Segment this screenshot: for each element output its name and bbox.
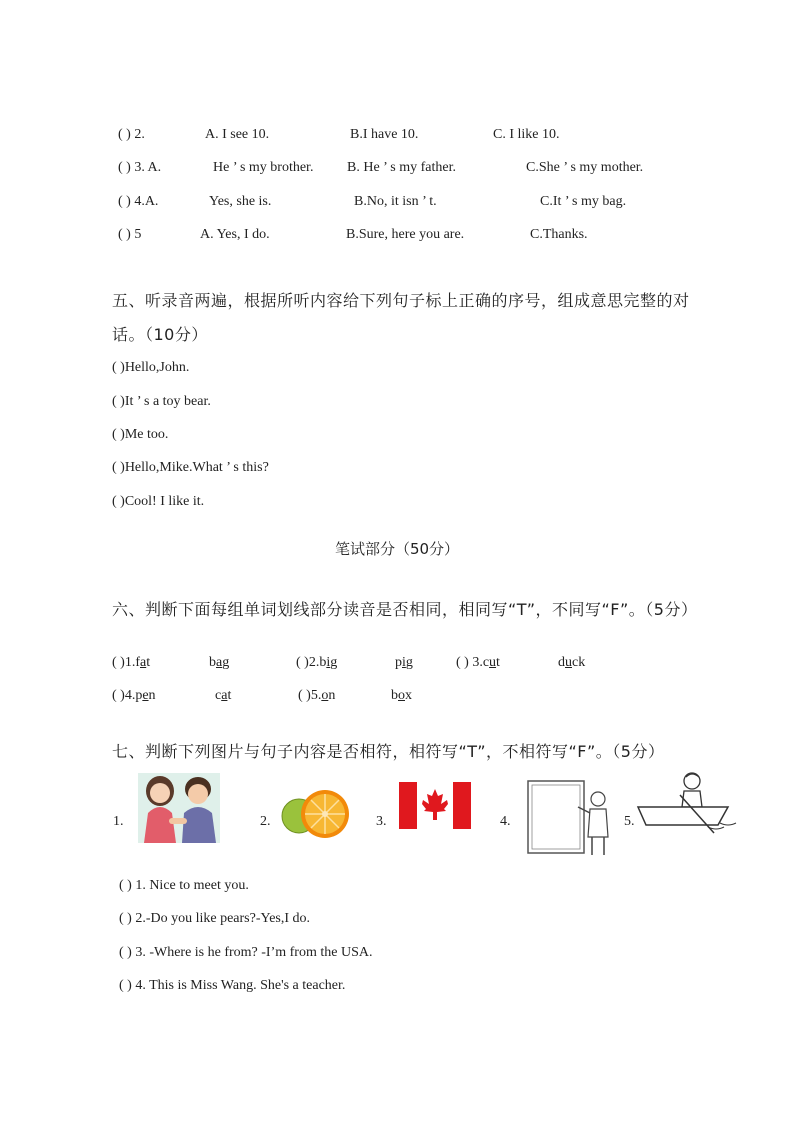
answer-paren: ( )5. — [298, 688, 322, 703]
phonics-word — [391, 687, 412, 705]
option-b: B.Sure, here you are. — [346, 227, 465, 242]
underlined-letter: a — [140, 655, 147, 670]
word-part: b — [319, 655, 327, 670]
dialogue-item: ( )Hello,John. — [112, 360, 190, 375]
option-c: C. I like 10. — [493, 127, 560, 142]
underlined-letter: a — [216, 655, 223, 670]
canada-flag-picture — [399, 782, 471, 829]
dialogue-item: ( )Me too. — [112, 427, 169, 442]
picture-number: 2. — [260, 814, 271, 829]
picture-number: 4. — [500, 814, 511, 829]
question-number: ( ) 4.A. — [118, 194, 159, 209]
answer-paren: ( )1. — [112, 655, 136, 670]
option-a: A. Yes, I do. — [200, 227, 270, 242]
boat-picture — [636, 771, 740, 835]
part6-heading: 六、判断下面每组单词划线部分读音是否相同，相同写“T”，不同写“F”。（5分） — [112, 600, 698, 619]
written-section-title: 笔试部分（50分） — [334, 540, 460, 558]
handshake-picture — [138, 773, 220, 843]
dialogue-item: ( )Cool! I like it. — [112, 494, 205, 509]
underlined-letter: u — [565, 655, 572, 670]
part5-heading-cont: 话。（10分） — [112, 325, 208, 344]
phonics-word — [395, 654, 413, 672]
option-c: C.It ’ s my bag. — [540, 194, 627, 209]
word-part: t — [496, 655, 500, 670]
option-b: B.No, it isn ’ t. — [354, 194, 437, 209]
underlined-letter: a — [221, 688, 228, 703]
phonics-word — [558, 654, 585, 672]
phonics-word — [215, 687, 231, 705]
word-part: ck — [572, 655, 586, 670]
picture-number: 3. — [376, 814, 387, 829]
sentence-item: ( ) 3. -Where is he from? -I’m from the USA. — [119, 945, 373, 960]
part7-heading: 七、判断下列图片与句子内容是否相符，相符写“T”，不相符写“F”。（5分） — [112, 742, 665, 761]
word-part: t — [227, 688, 232, 703]
phonics-group — [456, 654, 500, 672]
word-part: x — [405, 688, 412, 703]
part5-heading: 五、听录音两遍，根据所听内容给下列句子标上正确的序号，组成意思完整的对 — [112, 291, 690, 310]
phonics-group — [112, 654, 150, 672]
phonics-group — [298, 687, 335, 705]
option-b: B. He ’ s my father. — [347, 160, 456, 175]
word-part: c — [482, 655, 490, 670]
answer-paren: ( )4. — [112, 688, 136, 703]
question-number: ( ) 2. — [118, 127, 145, 142]
dialogue-item: ( )Hello,Mike.What ’ s this? — [112, 460, 269, 475]
question-number: ( ) 3. A. — [118, 160, 162, 175]
phonics-group — [112, 687, 156, 705]
word-part: d — [558, 655, 565, 670]
word-part: p — [135, 688, 143, 703]
underlined-letter: i — [402, 655, 406, 670]
option-a: He ’ s my brother. — [213, 160, 314, 175]
picture-number: 5. — [624, 814, 635, 829]
sentence-item: ( ) 4. This is Miss Wang. She's a teacher. — [119, 978, 346, 993]
phonics-word — [209, 654, 229, 672]
question-number: ( ) 5 — [118, 227, 142, 242]
sentence-item: ( ) 1. Nice to meet you. — [119, 878, 249, 893]
word-part: b — [209, 655, 216, 670]
underlined-letter: u — [489, 655, 497, 670]
teacher-blackboard-picture — [526, 777, 618, 859]
sentence-item: ( ) 2.-Do you like pears?-Yes,I do. — [119, 911, 311, 926]
word-part: g — [405, 655, 413, 670]
word-part: f — [135, 655, 140, 670]
word-part: b — [391, 688, 398, 703]
answer-paren: ( )2. — [296, 655, 320, 670]
answer-paren: ( ) 3. — [456, 655, 483, 670]
orange-picture — [277, 786, 353, 842]
option-c: C.Thanks. — [530, 227, 588, 242]
word-part: p — [395, 655, 402, 670]
word-part: c — [215, 688, 222, 703]
option-a: A. I see 10. — [205, 127, 270, 142]
picture-number: 1. — [113, 814, 124, 829]
underlined-letter: o — [321, 688, 329, 703]
dialogue-item: ( )It ’ s a toy bear. — [112, 394, 211, 409]
word-part: n — [148, 688, 156, 703]
option-a: Yes, she is. — [209, 194, 272, 209]
phonics-group — [296, 654, 337, 672]
word-part: n — [328, 688, 336, 703]
option-b: B.I have 10. — [350, 127, 419, 142]
option-c: C.She ’ s my mother. — [526, 160, 644, 175]
underlined-letter: o — [398, 688, 405, 703]
word-part: g — [222, 655, 230, 670]
underlined-letter: e — [142, 688, 149, 703]
underlined-letter: i — [326, 655, 331, 670]
word-part: g — [330, 655, 338, 670]
word-part: t — [146, 655, 151, 670]
